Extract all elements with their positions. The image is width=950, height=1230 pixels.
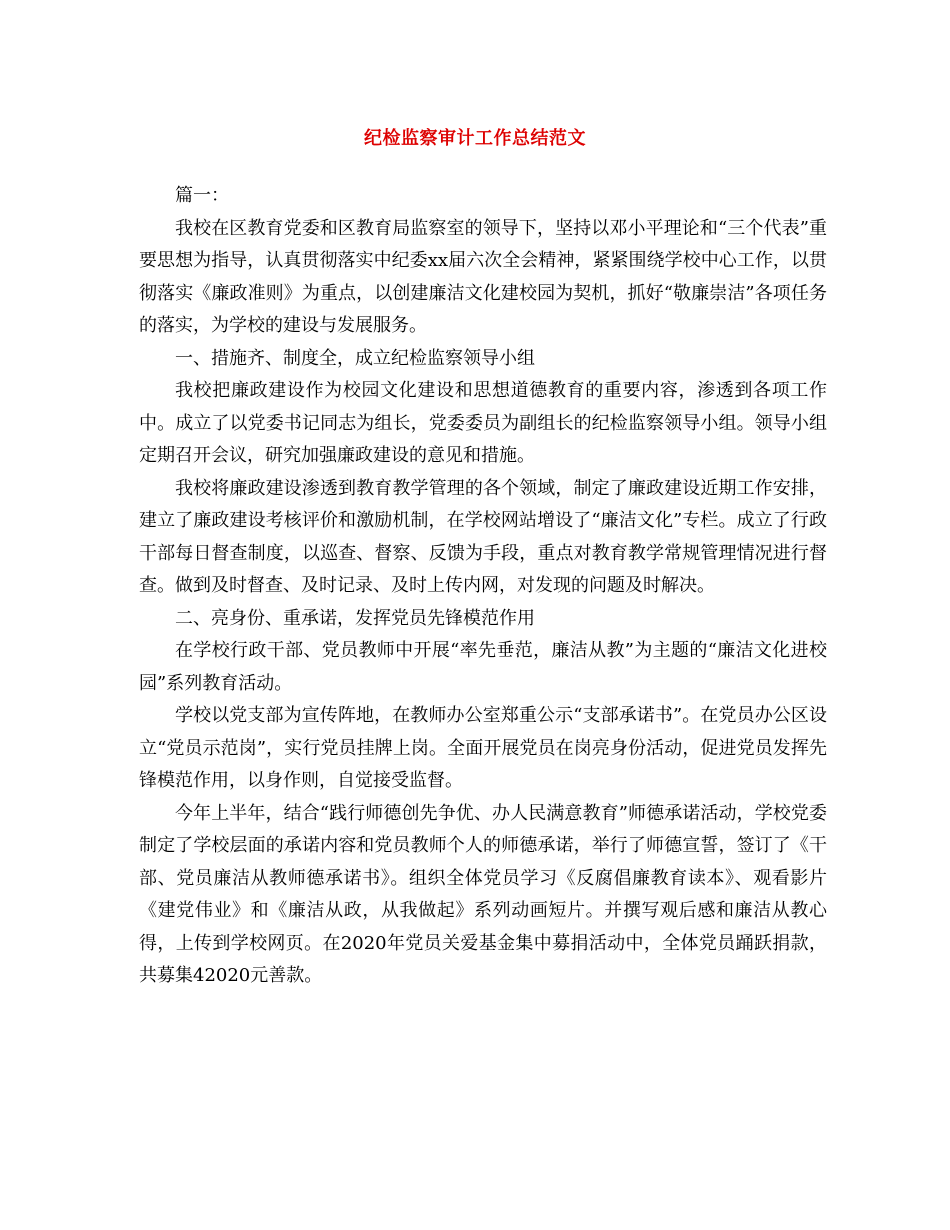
document-body	[139, 180, 827, 993]
paragraph-section1-a: 我校把廉政建设作为校园文化建设和思想道德教育的重要内容，渗透到各项工作中。成立了以党委书记同志为组长，党委委员为副组长的纪检监察领导小组。领导小组定期召开会议，研究加强廉政建设的意见和措施。	[139, 380, 827, 466]
paragraph-intro: 我校在区教育党委和区教育局监察室的领导下，坚持以邓小平理论和“三个代表”重要思想为指导，认真贯彻落实中纪委xx届六次全会精神，紧紧围绕学校中心工作，以贯彻落实《廉政准则》为重点，以创建廉洁文化建校园为契机，抓好“敬廉崇洁”各项任务的落实，为学校的建设与发展服务。	[139, 217, 827, 336]
section-heading-2: 二、亮身份、重承诺，发挥党员先锋模范作用	[175, 607, 535, 629]
paragraph-section2-a: 在学校行政干部、党员教师中开展“率先垂范，廉洁从教”为主题的“廉洁文化进校园”系列教育活动。	[139, 640, 827, 694]
document-title: 纪检监察审计工作总结范文	[364, 128, 586, 149]
paragraph-part-label: 篇一：	[175, 185, 229, 206]
paragraph-section2-b: 学校以党支部为宣传阵地，在教师办公室郑重公示“支部承诺书”。在党员办公区设立“党员示范岗”，实行党员挂牌上岗。全面开展党员在岗亮身份活动，促进党员发挥先锋模范作用，以身作则，自觉接受监督。	[139, 705, 827, 791]
section-heading-1: 一、措施齐、制度全，成立纪检监察领导小组	[175, 347, 535, 369]
paragraph-section2-c: 今年上半年，结合“践行师德创先争优、办人民满意教育”师德承诺活动，学校党委制定了学校层面的承诺内容和党员教师个人的师德承诺，举行了师德宣誓，签订了《干部、党员廉洁从教师德承诺书》。组织全体党员学习《反腐倡廉教育读本》、观看影片《建党伟业》和《廉洁从政，从我做起》系列动画短片。并撰写观后感和廉洁从教心得，上传到学校网页。在2020年党员关爱基金集中募捐活动中，全体党员踊跃捐款，共募集42020元善款。	[139, 802, 827, 986]
paragraph-section1-b: 我校将廉政建设渗透到教育教学管理的各个领域，制定了廉政建设近期工作安排，建立了廉政建设考核评价和激励机制，在学校网站增设了“廉洁文化”专栏。成立了行政干部每日督查制度，以巡查、督察、反馈为手段，重点对教育教学常规管理情况进行督查。做到及时督查、及时记录、及时上传内网，对发现的问题及时解决。	[139, 477, 827, 596]
